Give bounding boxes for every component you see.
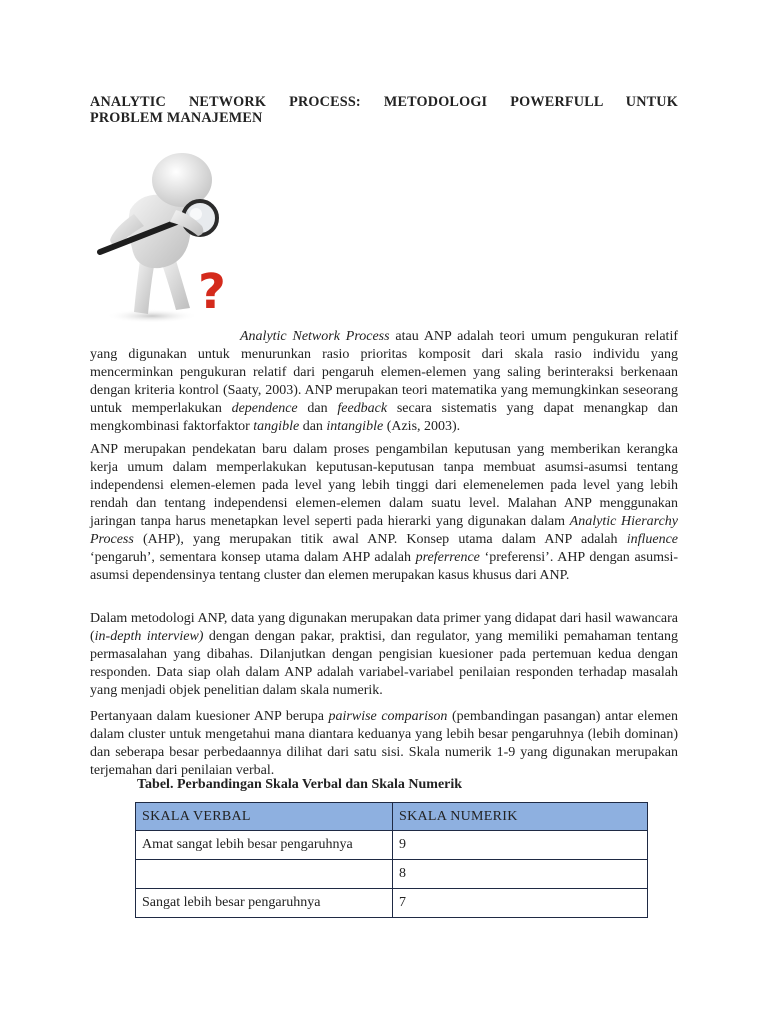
title-line-1: ANALYTIC NETWORK PROCESS: METODOLOGI POWERFULL UNTUK <box>90 94 678 110</box>
table-header-row <box>136 803 648 831</box>
cell-verbal: Sangat lebih besar pengaruhnya <box>136 889 393 918</box>
magnifier-figure-illustration <box>90 140 240 326</box>
paragraph-anp-methodology: Dalam metodologi ANP, data yang digunakan merupakan data primer yang didapat dari hasil wawancara (in-depth interview) dengan dengan pakar, praktisi, dan regulator, yang memiliki pemahaman tentang permasalahan yang dibahas. Dilanjutkan dengan pengisian kuesioner pada pertemuan kedua dengan responden. Data siap olah dalam ANP adalah variabel-variabel penilaian responden terhadap masalah yang menjadi objek penelitian dalam skala numerik. <box>90 611 679 698</box>
cell-numeric: 9 <box>393 831 648 860</box>
paragraph-anp-definition: Analytic Network Process atau ANP adalah teori umum pengukuran relatif yang digunakan untuk menurunkan rasio prioritas komposit dari skala rasio individu yang mencerminkan pengukuran relatif dari pengaruh elemen-elemen yang saling berinteraksi berkenaan dengan kriteria kontrol (Saaty, 2003). ANP merupakan teori matematika yang memungkinkan seseorang untuk memperlakukan dependence dan feedback secara sistematis yang dapat menangkap dan mengkombinasi faktorfaktor tangible dan intangible (Azis, 2003). <box>90 329 679 434</box>
cell-verbal: Amat sangat lebih besar pengaruhnya <box>136 831 393 860</box>
cell-numeric: 8 <box>393 860 648 889</box>
table-caption: Tabel. Perbandingan Skala Verbal dan Skala Numerik <box>137 777 463 792</box>
cell-verbal <box>136 860 393 889</box>
paragraph-questionnaire: Pertanyaan dalam kuesioner ANP berupa pairwise comparison (pembandingan pasangan) antar elemen dalam cluster untuk mengetahui mana diantara keduanya yang lebih besar pengaruhnya (lebih dominan) dan seberapa besar perbedaannya dilihat dari satu sisi. Skala numerik 1-9 yang digunakan merupakan terjemahan dari penilaian verbal. <box>90 709 678 778</box>
header-numeric-scale: SKALA NUMERIK <box>393 803 648 831</box>
title-line-2: PROBLEM MANAJEMEN <box>90 110 263 126</box>
page-title <box>90 94 678 126</box>
svg-text:?: ? <box>198 264 226 320</box>
header-verbal-scale: SKALA VERBAL <box>136 803 393 831</box>
paragraph-anp-approach: ANP merupakan pendekatan baru dalam proses pengambilan keputusan yang memberikan kerangka kerja umum dalam memperlakukan keputusan-keputusan tanpa membuat asumsi-asumsi tentang independensi elemen-elemen pada level yang lebih tinggi dari elemenelemen pada level yang lebih rendah dan tentang independensi elemen-elemen dalam suatu level. Malahan ANP menggunakan jaringan tanpa harus menetapkan level seperti pada hierarki yang digunakan dalam Analytic Hierarchy Process (AHP), yang merupakan titik awal ANP. Konsep utama dalam ANP adalah influence ‘pengaruh’, sementara konsep utama dalam AHP adalah preferrence ‘preferensi’. AHP dengan asumsi-asumsi dependensinya tentang cluster dan elemen merupakan kasus khusus dari ANP. <box>90 442 679 583</box>
table-row <box>136 889 648 918</box>
scale-comparison-table <box>135 802 648 918</box>
table-row <box>136 860 648 889</box>
table-row <box>136 831 648 860</box>
cell-numeric: 7 <box>393 889 648 918</box>
